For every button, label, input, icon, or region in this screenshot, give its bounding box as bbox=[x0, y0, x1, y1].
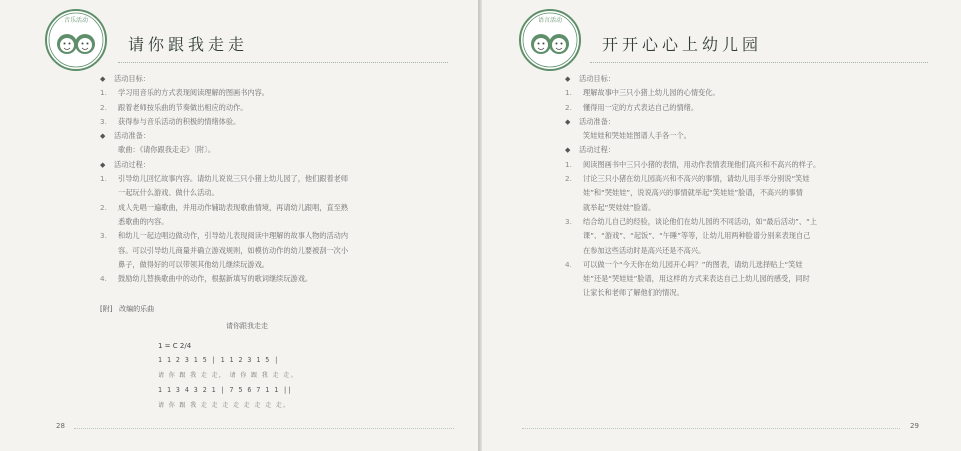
item-number: 3. bbox=[100, 116, 107, 126]
line-text: 成人先唱一遍歌曲，并用动作辅助表现歌曲情境，再请幼儿跟唱，直至熟 bbox=[118, 202, 349, 212]
text-line bbox=[565, 229, 865, 243]
activity-text bbox=[565, 72, 865, 301]
diamond-bullet-icon: ◆ bbox=[565, 117, 571, 126]
footer-divider bbox=[522, 428, 900, 429]
line-text: 一起玩什么游戏、做什么活动。 bbox=[118, 188, 219, 198]
right-page bbox=[482, 0, 961, 451]
line-text: 歌曲：《请你跟我走走》〔附〕。 bbox=[118, 145, 216, 155]
text-line bbox=[100, 143, 392, 157]
diamond-bullet-icon: ◆ bbox=[100, 160, 106, 169]
line-text: 悉歌曲的内容。 bbox=[118, 216, 169, 226]
text-line bbox=[100, 115, 392, 129]
text-line bbox=[565, 258, 865, 272]
line-text: 结合幼儿自己的经验，谈论他们在幼儿园的不同活动，如“最后活动”、“上 bbox=[583, 216, 817, 226]
text-line bbox=[565, 86, 865, 100]
appendix-text: 改编的乐曲 bbox=[119, 305, 155, 313]
text-line bbox=[100, 172, 392, 186]
text-line bbox=[565, 101, 865, 115]
svg-text:音乐活动: 音乐活动 bbox=[63, 17, 89, 24]
line-text: 活动过程： bbox=[114, 159, 150, 169]
text-line bbox=[565, 244, 865, 258]
line-text: 笑娃娃和哭娃娃图谱人手各一个。 bbox=[583, 131, 691, 141]
diamond-bullet-icon: ◆ bbox=[100, 75, 106, 83]
line-text: 懂得用一定的方式表达自己的情绪。 bbox=[583, 102, 699, 112]
item-number: 3. bbox=[100, 231, 107, 241]
children-faces-badge-icon bbox=[44, 8, 108, 72]
line-text: 活动目标： bbox=[579, 74, 615, 83]
item-number: 4. bbox=[100, 274, 107, 284]
text-line bbox=[100, 272, 392, 286]
line-text: 就举起“哭娃娃”脸谱。 bbox=[583, 202, 656, 212]
text-line bbox=[565, 215, 865, 229]
item-number: 1. bbox=[100, 174, 107, 184]
text-line bbox=[100, 215, 392, 229]
page-number: 29 bbox=[910, 422, 919, 430]
line-text: 课”、“游戏”、“起饭”、“午睡”等等，让幼儿用两种脸谱分别来表现自己 bbox=[583, 231, 811, 241]
text-line bbox=[565, 158, 865, 172]
line-text: 活动过程： bbox=[579, 145, 615, 155]
line-text: 跟着老师按乐曲的节奏做出相应的动作。 bbox=[118, 102, 248, 112]
children-faces-badge-icon bbox=[518, 8, 582, 72]
line-text: 理解故事中三只小猪上幼儿园的心情变化。 bbox=[583, 88, 720, 98]
line-text: 鼓励幼儿替换歌曲中的动作，根据新填写的歌词继续玩游戏。 bbox=[118, 274, 313, 284]
text-line bbox=[565, 186, 865, 200]
title-divider bbox=[590, 62, 928, 63]
diamond-bullet-icon: ◆ bbox=[565, 75, 571, 83]
appendix-heading bbox=[100, 304, 400, 314]
line-text: 学习用音乐的方式表现阅读理解的图画书内容。 bbox=[118, 88, 269, 98]
score-key: 1 = C 2/4 bbox=[158, 342, 192, 350]
line-text: 阅读图画书中三只小猪的表情，用动作表情表现他们高兴和不高兴的样子。 bbox=[583, 159, 821, 169]
score-row-2: 1 1 3 4 3 2 1 | 7 5 6 7 1 1 || bbox=[158, 386, 293, 394]
text-line bbox=[100, 244, 392, 258]
text-line bbox=[100, 101, 392, 115]
page-title: 请你跟我走走 bbox=[128, 35, 249, 54]
item-number: 2. bbox=[100, 202, 107, 212]
text-line bbox=[565, 201, 865, 215]
text-line bbox=[565, 272, 865, 286]
activity-text bbox=[100, 72, 392, 286]
text-line bbox=[100, 186, 392, 200]
line-text: 在参加这些活动时是高兴还是不高兴。 bbox=[583, 245, 706, 255]
text-line bbox=[100, 258, 392, 272]
line-text: 容。可以引导幼儿商量并确立游戏规则，如模仿动作的幼儿要被刮一次小 bbox=[118, 245, 349, 255]
text-line bbox=[100, 229, 392, 243]
line-text: 活动准备： bbox=[114, 131, 150, 141]
line-text: 鼻子，做得好的可以带领其他幼儿继续玩游戏。 bbox=[118, 259, 269, 269]
song-title: 请你跟我走走 bbox=[226, 322, 268, 330]
item-number: 1. bbox=[100, 88, 107, 98]
line-text: 娃”和“哭娃娃”，说说高兴的事情就举起“笑娃娃”脸谱，不高兴的事情 bbox=[583, 188, 803, 198]
text-line bbox=[100, 86, 392, 100]
music-score bbox=[148, 338, 348, 418]
line-text: 可以做一个“今天你在幼儿园开心吗？”的图表，请幼儿选择贴上“笑娃 bbox=[583, 259, 803, 269]
left-page bbox=[0, 0, 479, 451]
diamond-bullet-icon: ◆ bbox=[565, 146, 571, 155]
lyrics-row-2: 请 你 跟 我 走 走 走 走 走 走 走 走。 bbox=[158, 402, 291, 409]
section-heading bbox=[565, 115, 865, 129]
line-text: 活动目标： bbox=[114, 74, 150, 83]
text-line bbox=[565, 129, 865, 143]
line-text: 让家长和老师了解他们的情况。 bbox=[583, 288, 684, 298]
footer-divider bbox=[74, 428, 454, 429]
line-text: 引导幼儿回忆故事内容。请幼儿说说三只小猪上幼儿园了，他们跟着老师 bbox=[118, 174, 349, 184]
lyrics-row-1: 请 你 跟 我 走 走， 请 你 跟 我 走 走。 bbox=[158, 372, 298, 379]
item-number: 2. bbox=[565, 174, 572, 184]
item-number: 4. bbox=[565, 259, 572, 269]
item-number: 1. bbox=[565, 88, 572, 98]
title-divider bbox=[118, 62, 448, 63]
score-row-1: 1 1 2 3 1 5 | 1 1 2 3 1 5 | bbox=[158, 356, 279, 364]
line-text: 获得参与音乐活动的积极的情绪体验。 bbox=[118, 116, 241, 126]
section-heading bbox=[565, 143, 865, 157]
page-number: 28 bbox=[56, 422, 65, 430]
text-line bbox=[565, 172, 865, 186]
section-heading bbox=[100, 129, 392, 143]
svg-text:语言活动: 语言活动 bbox=[537, 17, 563, 24]
section-heading bbox=[565, 72, 865, 86]
section-heading bbox=[100, 158, 392, 172]
diamond-bullet-icon: ◆ bbox=[100, 132, 106, 141]
section-heading bbox=[100, 72, 392, 86]
appendix-label: [附] bbox=[100, 305, 113, 313]
page-title: 开开心心上幼儿园 bbox=[602, 35, 763, 54]
line-text: 娃”还是“哭娃娃”脸谱，用这样的方式来表达自己上幼儿园的感受，同时 bbox=[583, 274, 810, 284]
item-number: 3. bbox=[565, 216, 572, 226]
line-text: 和幼儿一起边唱边做动作，引导幼儿表现阅读中理解的故事人物的活动内 bbox=[118, 231, 349, 241]
line-text: 活动准备： bbox=[579, 116, 615, 126]
text-line bbox=[100, 201, 392, 215]
line-text: 讨论三只小猪在幼儿园高兴和不高兴的事情，请幼儿用手举分别说“笑娃 bbox=[583, 174, 810, 184]
item-number: 2. bbox=[100, 102, 107, 112]
item-number: 1. bbox=[565, 159, 572, 169]
item-number: 2. bbox=[565, 102, 572, 112]
text-line bbox=[565, 286, 865, 300]
